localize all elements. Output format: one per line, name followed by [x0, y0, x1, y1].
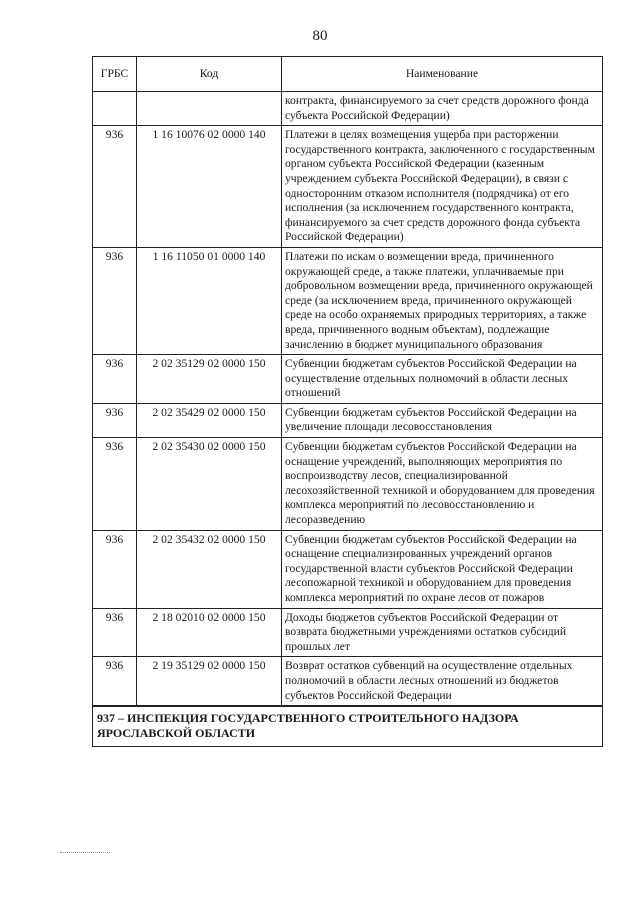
cell-grbs: 936: [93, 530, 137, 608]
header-grbs: ГРБС: [93, 57, 137, 92]
cell-name: Возврат остатков субвенций на осуществление отдельных полномочий в области лесных отношений из бюджетов субъектов Российской Федерации: [282, 657, 603, 706]
cell-grbs: [93, 92, 137, 126]
table-body: [93, 92, 603, 747]
cell-code: 2 18 02010 02 0000 150: [137, 608, 282, 657]
section-heading-row: [93, 706, 603, 747]
table-row: [93, 608, 603, 657]
cell-code: 1 16 10076 02 0000 140: [137, 126, 282, 248]
table-row: [93, 403, 603, 437]
header-name: Наименование: [282, 57, 603, 92]
page-number: 80: [312, 28, 328, 44]
cell-name: Субвенции бюджетам субъектов Российской Федерации на осуществление отдельных полномочий в области лесных отношений: [282, 355, 603, 404]
cell-code: [137, 92, 282, 126]
cell-code: 2 02 35432 02 0000 150: [137, 530, 282, 608]
cell-grbs: 936: [93, 355, 137, 404]
cell-grbs: 936: [93, 403, 137, 437]
cell-grbs: 936: [93, 126, 137, 248]
cell-grbs: 936: [93, 657, 137, 706]
table-row: [93, 438, 603, 531]
cell-grbs: 936: [93, 247, 137, 354]
cell-grbs: 936: [93, 438, 137, 531]
cell-name: Платежи по искам о возмещении вреда, причиненного окружающей среде, а также платежи, уплачиваемые при добровольном возмещении вреда, причиненного окружающей среде (за исключением вреда, причиненного окружающей среде на особо охраняемых природных территориях, а также вреда, причиненного водным объектам), подлежащие зачислению в бюджет муниципального образования: [282, 247, 603, 354]
cell-code: 2 02 35429 02 0000 150: [137, 403, 282, 437]
table-row-continuation: [93, 92, 603, 126]
scan-artifact: [60, 852, 110, 854]
cell-grbs: 936: [93, 608, 137, 657]
table-row: [93, 657, 603, 706]
cell-name: Платежи в целях возмещения ущерба при расторжении государственного контракта, заключенного с государственным органом субъекта Российской Федерации (казенным учреждением субъекта Российской Федерации), в связи с односторонним отказом исполнителя (подрядчика) от его исполнения (за исключением государственного контракта, финансируемого за счет средств дорожного фонда субъекта Российской Федерации): [282, 126, 603, 248]
cell-name: Субвенции бюджетам субъектов Российской Федерации на увеличение площади лесовосстановления: [282, 403, 603, 437]
cell-name: Доходы бюджетов субъектов Российской Федерации от возврата бюджетными учреждениями остатков субсидий прошлых лет: [282, 608, 603, 657]
table-row: [93, 247, 603, 354]
cell-code: 1 16 11050 01 0000 140: [137, 247, 282, 354]
cell-code: 2 02 35430 02 0000 150: [137, 438, 282, 531]
table-row: [93, 355, 603, 404]
section-title: 937 – ИНСПЕКЦИЯ ГОСУДАРСТВЕННОГО СТРОИТЕЛЬНОГО НАДЗОРА ЯРОСЛАВСКОЙ ОБЛАСТИ: [93, 706, 603, 747]
table-row: [93, 126, 603, 248]
table-row: [93, 530, 603, 608]
table-header: [93, 57, 603, 92]
header-row: [93, 57, 603, 92]
cell-name: Субвенции бюджетам субъектов Российской Федерации на оснащение специализированных учреждений органов государственной власти субъектов Российской Федерации лесопожарной техникой и оборудованием для проведения комплекса мероприятий по охране лесов от пожаров: [282, 530, 603, 608]
cell-name-continuation: контракта, финансируемого за счет средств дорожного фонда субъекта Российской Федерации): [282, 92, 603, 126]
cell-code: 2 02 35129 02 0000 150: [137, 355, 282, 404]
revenue-codes-table: [92, 56, 603, 747]
header-code: Код: [137, 57, 282, 92]
cell-name: Субвенции бюджетам субъектов Российской Федерации на оснащение учреждений, выполняющих мероприятия по воспроизводству лесов, специализированной лесохозяйственной техникой и оборудованием для проведения комплекса мероприятий по лесовосстановлению и лесоразведению: [282, 438, 603, 531]
cell-code: 2 19 35129 02 0000 150: [137, 657, 282, 706]
